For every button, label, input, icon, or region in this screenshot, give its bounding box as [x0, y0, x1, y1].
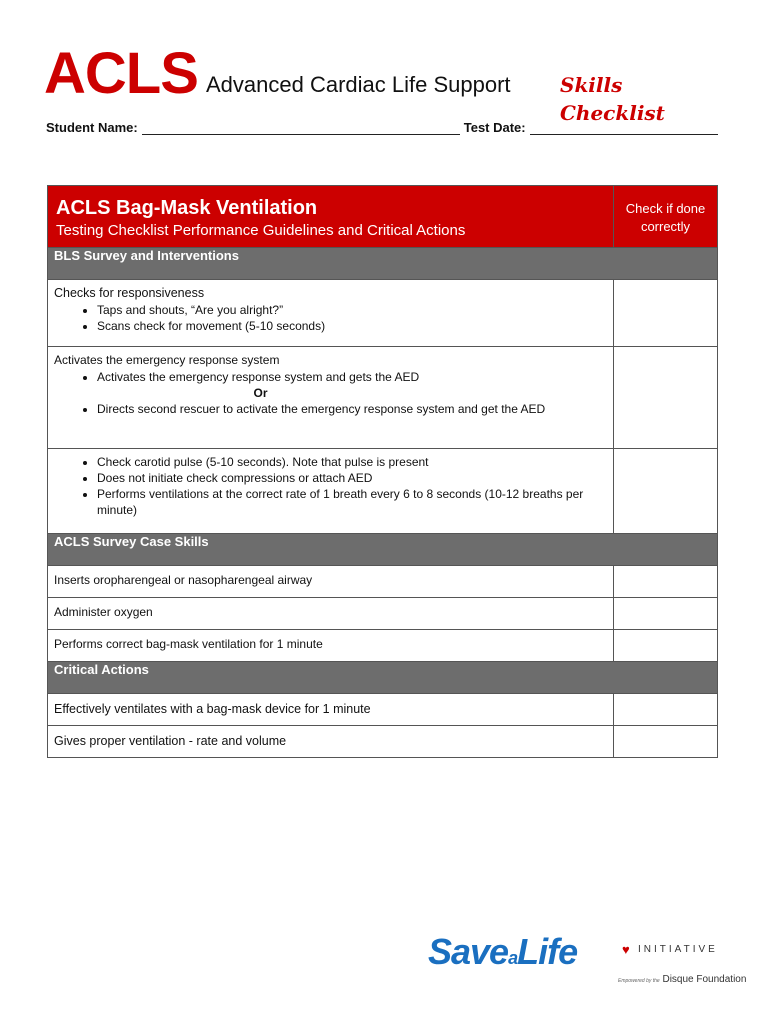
- logo-a: a: [508, 948, 518, 968]
- item-bullet: • Does not initiate check compressions or attach AED: [97, 470, 607, 486]
- check-column-header: Check if done correctly: [614, 186, 718, 248]
- critical-item: Gives proper ventilation - rate and volume: [48, 726, 614, 758]
- check-box-cell[interactable]: [614, 694, 718, 726]
- table-row: [48, 598, 718, 630]
- student-info-row: [46, 120, 722, 135]
- student-name-label: Student Name:: [46, 120, 138, 135]
- table-subtitle: Testing Checklist Performance Guidelines and Critical Actions: [56, 222, 466, 239]
- table-title-cell: [48, 186, 614, 248]
- heart-icon: ♥: [622, 942, 630, 957]
- logo-wordmark: [428, 930, 577, 980]
- page-header: [44, 41, 734, 125]
- section-title: Critical Actions: [48, 662, 718, 694]
- or-separator: Or: [253, 386, 268, 400]
- section-header-bls: [48, 248, 718, 280]
- item-lead: Activates the emergency response system: [54, 353, 280, 367]
- table-row: [48, 726, 718, 758]
- check-box-cell[interactable]: [614, 566, 718, 598]
- check-box-cell[interactable]: [614, 598, 718, 630]
- checklist-item: [48, 347, 614, 449]
- logo-save: Save: [428, 931, 509, 972]
- student-name-field[interactable]: [142, 120, 460, 135]
- logo-powered-by: [618, 974, 746, 985]
- table-row: [48, 566, 718, 598]
- check-box-cell[interactable]: [614, 726, 718, 758]
- table-row: [48, 449, 718, 534]
- item-lead: Checks for responsiveness: [54, 286, 205, 300]
- section-header-critical: [48, 662, 718, 694]
- item-bullet: • Scans check for movement (5-10 seconds): [97, 318, 607, 334]
- logo-life: Life: [517, 931, 578, 972]
- checklist-item: Performs correct bag-mask ventilation for 1 minute: [48, 630, 614, 662]
- test-date-field[interactable]: [530, 120, 718, 135]
- checklist-item: [48, 449, 614, 534]
- item-bullet: • Performs ventilations at the correct rate of 1 breath every 6 to 8 seconds (10-12 breaths per minute): [97, 486, 607, 518]
- section-title: ACLS Survey Case Skills: [48, 534, 718, 566]
- checklist-item: [48, 280, 614, 347]
- check-box-cell[interactable]: [614, 630, 718, 662]
- save-a-life-logo: [428, 930, 747, 992]
- check-box-cell[interactable]: [614, 449, 718, 534]
- logo-powered-text: Empowered by the: [618, 978, 660, 984]
- section-header-acls: [48, 534, 718, 566]
- skills-checklist-table: [47, 185, 718, 758]
- item-bullet: • Check carotid pulse (5-10 seconds). Note that pulse is present: [97, 454, 607, 470]
- table-row: [48, 630, 718, 662]
- item-bullet: • Directs second rescuer to activate the emergency response system and get the AED: [97, 401, 607, 417]
- header-subtitle: Advanced Cardiac Life Support: [206, 72, 511, 97]
- logo-foundation: Disque Foundation: [662, 974, 747, 985]
- header-skills-checklist: Skills Checklist: [560, 73, 665, 125]
- critical-item: Effectively ventilates with a bag-mask device for 1 minute: [48, 694, 614, 726]
- table-title: ACLS Bag-Mask Ventilation: [56, 197, 318, 219]
- table-row: [48, 347, 718, 449]
- checklist-item: Inserts oropharengeal or nasopharengeal airway: [48, 566, 614, 598]
- check-box-cell[interactable]: [614, 280, 718, 347]
- table-row: [48, 694, 718, 726]
- section-title: BLS Survey and Interventions: [48, 248, 718, 280]
- logo-initiative: INITIATIVE: [638, 944, 718, 955]
- acls-logo-text: ACLS: [44, 41, 198, 106]
- table-row: [48, 280, 718, 347]
- item-bullet: • Activates the emergency response system and gets the AED: [97, 369, 607, 385]
- checklist-item: Administer oxygen: [48, 598, 614, 630]
- test-date-label: Test Date:: [463, 120, 526, 135]
- check-box-cell[interactable]: [614, 347, 718, 449]
- item-bullet: • Taps and shouts, “Are you alright?”: [97, 302, 607, 318]
